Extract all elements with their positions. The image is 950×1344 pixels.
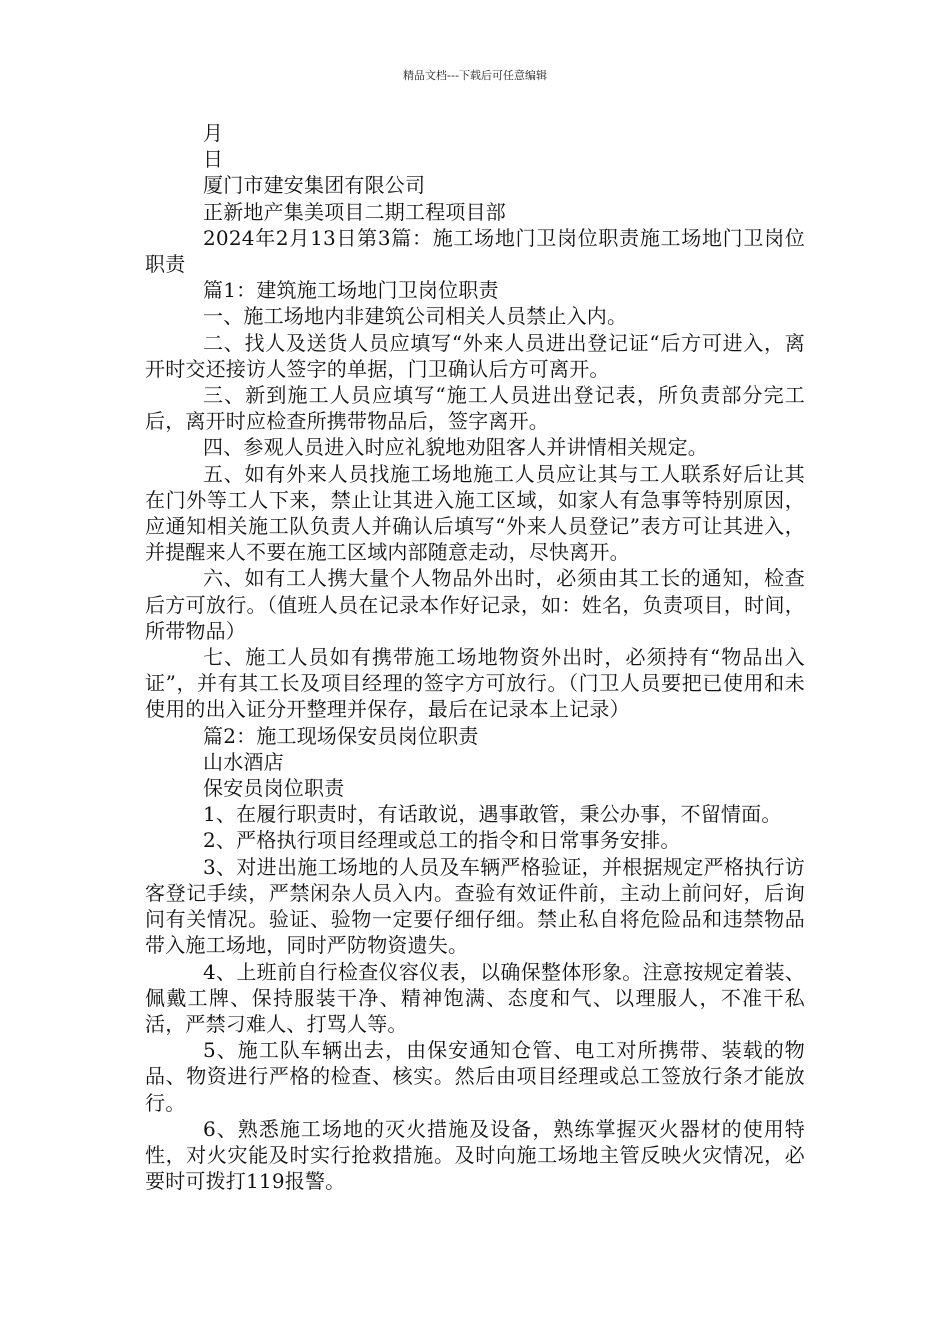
paragraph-month: 月: [203, 121, 224, 145]
paragraph-day: 日: [203, 147, 224, 172]
page-header: 精品文档---下载后可任意编辑: [403, 69, 547, 82]
paragraph-item-5: 五、如有外来人员找施工场地施工人员应让其与工人联系好后让其在门外等工人下来，禁止让其进入施工区域，如家人有急事等特别原因，应通知相关施工队负责人并确认后填写“外来人员登记”表方可让其进入，并提醒来人不要在施工区域内部随意走动，尽快离开。: [145, 461, 805, 565]
paragraph-item-3: 三、新到施工人员应填写“施工人员进出登记表，所负责部分完工后，离开时应检查所携带物品后，签字离开。: [145, 383, 805, 434]
paragraph-duty-5: 5、施工队车辆出去，由保安通知仓管、电工对所携带、装载的物品、物资进行严格的检查、核实。然后由项目经理或总工签放行条才能放行。: [145, 1038, 805, 1115]
paragraph-item-1: 一、施工场地内非建筑公司相关人员禁止入内。: [203, 304, 628, 329]
paragraph-duty-2: 2、严格执行项目经理或总工的指令和日常事务安排。: [203, 828, 681, 853]
paragraph-duty-4: 4、上班前自行检查仪容仪表，以确保整体形象。注意按规定着装、佩戴工牌、保持服装干净、精神饱满、态度和气、以理服人，不准干私活，严禁刁难人、打骂人等。: [145, 959, 805, 1036]
paragraph-duty-1: 1、在履行职责时，有话敢说，遇事敢管，秉公办事，不留情面。: [203, 802, 782, 827]
paragraph-hotel: 山水酒店: [203, 749, 284, 774]
paragraph-item-2: 二、找人及送货人员应填写“外来人员进出登记证“后方可进入，离开时交还接访人签字的单据，门卫确认后方可离开。: [145, 330, 805, 381]
paragraph-item-6: 六、如有工人携大量个人物品外出时，必须由其工长的通知，检查后方可放行。（值班人员在记录本作好记录，如：姓名，负责项目，时间，所带物品）: [145, 566, 805, 643]
paragraph-duty-6: 6、熟悉施工场地的灭火措施及设备，熟练掌握灭火器材的使用特性，对火灾能及时实行抢救措施。及时向施工场地主管反映火灾情况，必要时可拨打119报警。: [145, 1116, 805, 1194]
section-heading-1: 篇1：建筑施工场地门卫岗位职责: [203, 278, 499, 303]
paragraph-company: 厦门市建安集团有限公司: [203, 173, 426, 198]
paragraph-date-and-title: 2024年2月13日第3篇：施工场地门卫岗位职责施工场地门卫岗位职责: [145, 225, 805, 277]
paragraph-project-dept: 正新地产集美项目二期工程项目部: [203, 199, 506, 224]
paragraph-duty-3: 3、对进出施工场地的人员及车辆严格验证，并根据规定严格执行访客登记手续，严禁闲杂人员入内。查验有效证件前，主动上前问好，后询问有关情况。验证、验物一定要仔细仔细。禁止私自将危险品和违禁物品带入施工场地，同时严防物资遗失。: [145, 854, 805, 958]
paragraph-item-4: 四、参观人员进入时应礼貌地劝阻客人并讲情相关规定。: [203, 435, 708, 460]
document-body: [145, 120, 805, 1194]
paragraph-item-7: 七、施工人员如有携带施工场地物资外出时，必须持有“物品出入证”，并有其工长及项目经理的签字方可放行。（门卫人员要把已使用和未使用的出入证分开整理并保存，最后在记录本上记录）: [145, 645, 805, 722]
paragraph-duty-title: 保安员岗位职责: [203, 776, 345, 801]
section-heading-2: 篇2：施工现场保安员岗位职责: [203, 723, 479, 748]
